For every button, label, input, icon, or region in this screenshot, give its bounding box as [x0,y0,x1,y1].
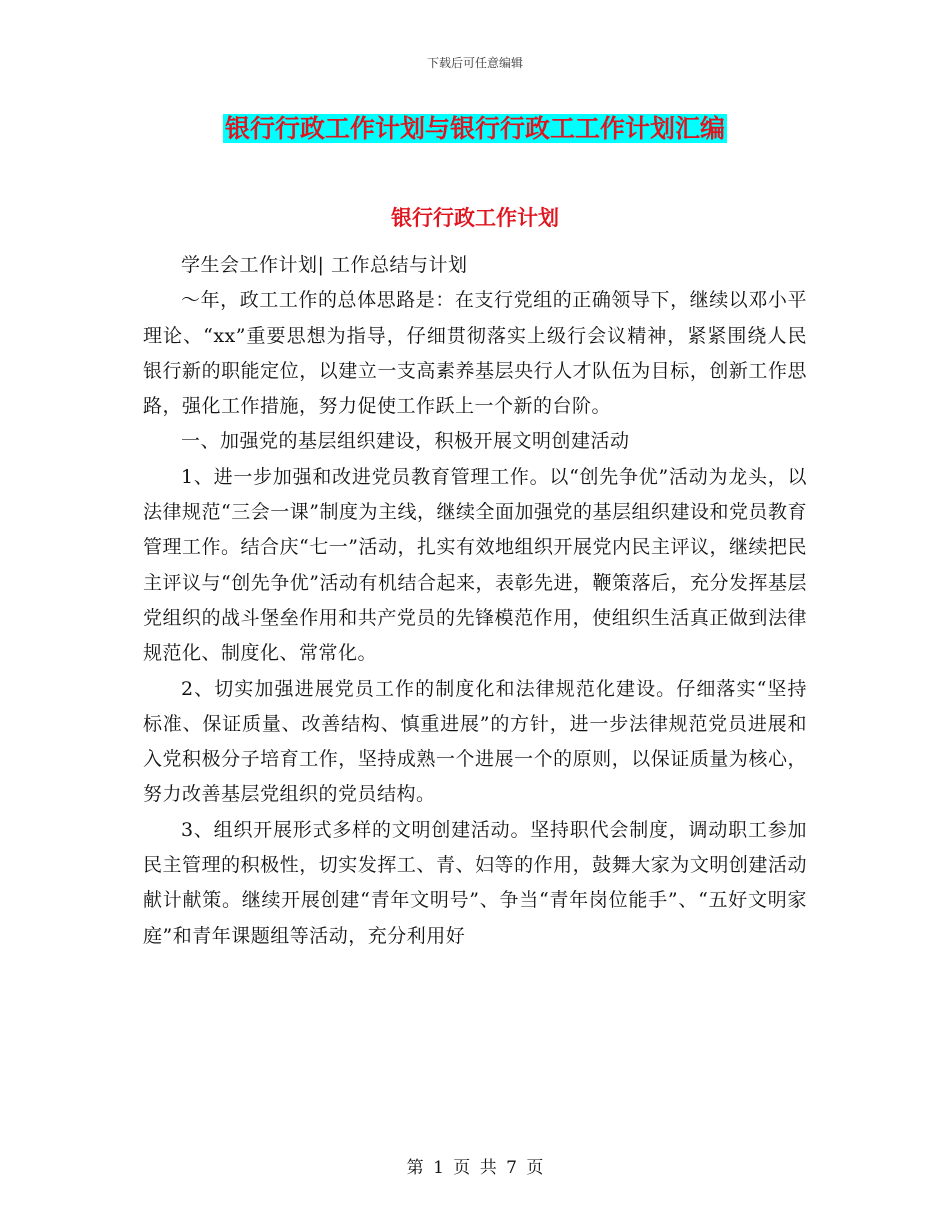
paragraph: 学生会工作计划| 工作总结与计划 [181,254,468,276]
document-sub-title: 银行行政工作计划 [391,206,559,230]
paragraph: 3、组织开展形式多样的文明创建活动。坚持职代会制度，调动职工参加民主管理的积极性，切实发挥工、青、妇等的作用，鼓舞大家为文明创建活动献计献策。继续开展创建“青年文明号”、争当“青年岗位能手”、“五好文明家庭”和青年课题组等活动，充分利用好 [143,818,807,947]
paragraph: 1、进一步加强和改进党员教育管理工作。以“创先争优”活动为龙头，以法律规范“三会一课”制度为主线，继续全面加强党的基层组织建设和党员教育管理工作。结合庆“七一”活动，扎实有效地组织开展党内民主评议，继续把民主评议与“创先争优”活动有机结合起来，表彰先进，鞭策落后，充分发挥基层党组织的战斗堡垒作用和共产党员的先锋模范作用，使组织生活真正做到法律规范化、制度化、常常化。 [143,465,807,665]
page-number-footer: 第 1 页 共 7 页 [406,1158,544,1178]
paragraph: ～年，政工工作的总体思路是：在支行党组的正确领导下，继续以邓小平理论、“xx”重要思想为指导，仔细贯彻落实上级行会议精神，紧紧围绕人民银行新的职能定位，以建立一支高素养基层央行人才队伍为目标，创新工作思路，强化工作措施，努力促使工作跃上一个新的台阶。 [143,289,807,418]
paragraph: 2、切实加强进展党员工作的制度化和法律规范化建设。仔细落实“坚持标准、保证质量、改善结构、慎重进展”的方针，进一步法律规范党员进展和入党积极分子培育工作，坚持成熟一个进展一个的原则，以保证质量为核心，努力改善基层党组织的党员结构。 [143,677,807,806]
main-title-text: 银行行政工作计划与银行行政工工作计划汇编 [224,114,725,143]
page-header-note: 下载后可任意编辑 [426,56,523,70]
document-main-title [0,112,950,146]
paragraph: 一、加强党的基层组织建设，积极开展文明创建活动 [181,430,630,453]
document-body [143,248,807,954]
